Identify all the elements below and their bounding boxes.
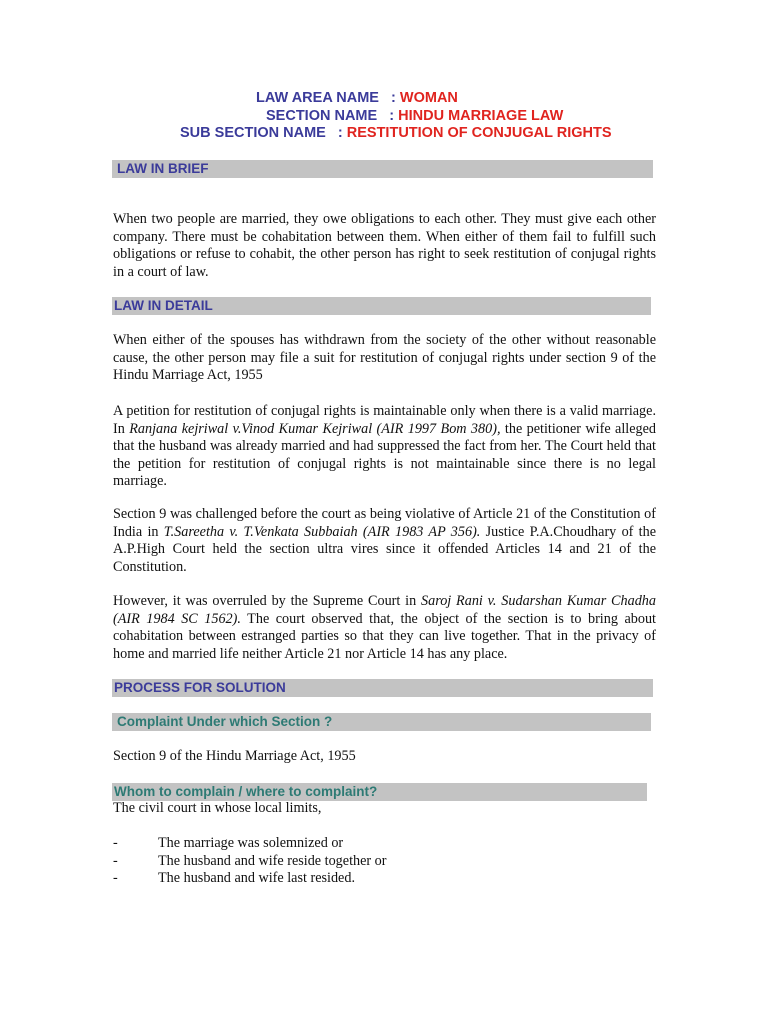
sub-section-label: SUB SECTION NAME : [180, 125, 343, 141]
detail-p3-text-a: Section 9 was challenged before the court as being violative of Article 21 of the Constitution of India in [113, 506, 656, 540]
court-jurisdiction-list [113, 835, 387, 888]
law-in-detail-heading: LAW IN DETAIL [112, 297, 651, 315]
list-item-text: The marriage was solemnized or [158, 835, 344, 851]
whom-to-complain-intro: The civil court in whose local limits, [113, 800, 322, 816]
dash-marker: - [113, 835, 118, 851]
list-item [113, 835, 387, 853]
list-item-text: The husband and wife reside together or [158, 852, 387, 869]
sub-section-line [180, 125, 612, 142]
law-area-line [256, 90, 458, 107]
detail-p4-text-a: However, it was overruled by the Supreme Court in [113, 593, 422, 609]
complaint-section-heading: Complaint Under which Section ? [112, 713, 651, 731]
section-line [266, 108, 563, 125]
detail-p3-text-b: Justice P.A.Choudhary of the A.P.High Court held the section ultra vires since it offended Articles 14 and 21 of the Constitution. [113, 523, 657, 575]
detail-p2-text-a: A petition for restitution of conjugal rights is maintainable only when there is a valid marriage. In [113, 403, 656, 437]
law-in-brief-heading: LAW IN BRIEF [112, 160, 653, 178]
law-area-value: WOMAN [399, 90, 458, 106]
dash-marker: - [113, 852, 118, 869]
list-item [113, 853, 387, 871]
whom-to-complain-heading: Whom to complain / where to complaint? [112, 783, 647, 801]
law-area-label: LAW AREA NAME : [256, 90, 396, 106]
detail-paragraph-4 [113, 593, 656, 663]
case-citation-ranjana: Ranjana kejriwal v.Vinod Kumar Kejriwal (AIR 1997 Bom 380), [129, 420, 501, 437]
brief-paragraph: When two people are married, they owe obligations to each other. They must give each other company. There must be cohabitation between them. When either of them fail to fulfill such obligations or refuse to cohabit, the other person has right to seek restitution of conjugal rights in a court of law. [113, 211, 656, 280]
case-citation-sareetha: T.Sareetha v. T.Venkata Subbaiah (AIR 1983 AP 356). [163, 523, 481, 540]
detail-p2-text-b: the petitioner wife alleged that the husband was already married and had suppressed the fact from her. The Court held that the petition for restitution of conjugal rights is not maintainable since there is no legal marriage. [113, 420, 657, 490]
section-label: SECTION NAME : [266, 108, 395, 124]
detail-paragraph-1: When either of the spouses has withdrawn from the society of the other without reasonable cause, the other person may file a suit for restitution of conjugal rights under section 9 of the Hindu Marriage Act, 1955 [113, 332, 656, 384]
complaint-section-answer: Section 9 of the Hindu Marriage Act, 1955 [113, 748, 356, 764]
process-for-solution-heading: PROCESS FOR SOLUTION [112, 679, 653, 697]
sub-section-value: RESTITUTION OF CONJUGAL RIGHTS [346, 125, 612, 141]
list-item-text: The husband and wife last resided. [158, 870, 355, 887]
detail-paragraph-3 [113, 506, 656, 576]
detail-paragraph-2 [113, 403, 656, 491]
detail-p4-text-b: The court observed that, the object of the section is to bring about cohabitation between estranged parties so that they can live together. That in the privacy of home and married life neither Article 21 nor Article 14 has any place. [113, 610, 656, 662]
case-citation-saroj: Saroj Rani v. Sudarshan Kumar Chadha (AIR 1984 SC 1562). [113, 593, 656, 627]
list-item [113, 870, 387, 888]
section-value: HINDU MARRIAGE LAW [398, 108, 564, 124]
dash-marker: - [113, 870, 118, 887]
